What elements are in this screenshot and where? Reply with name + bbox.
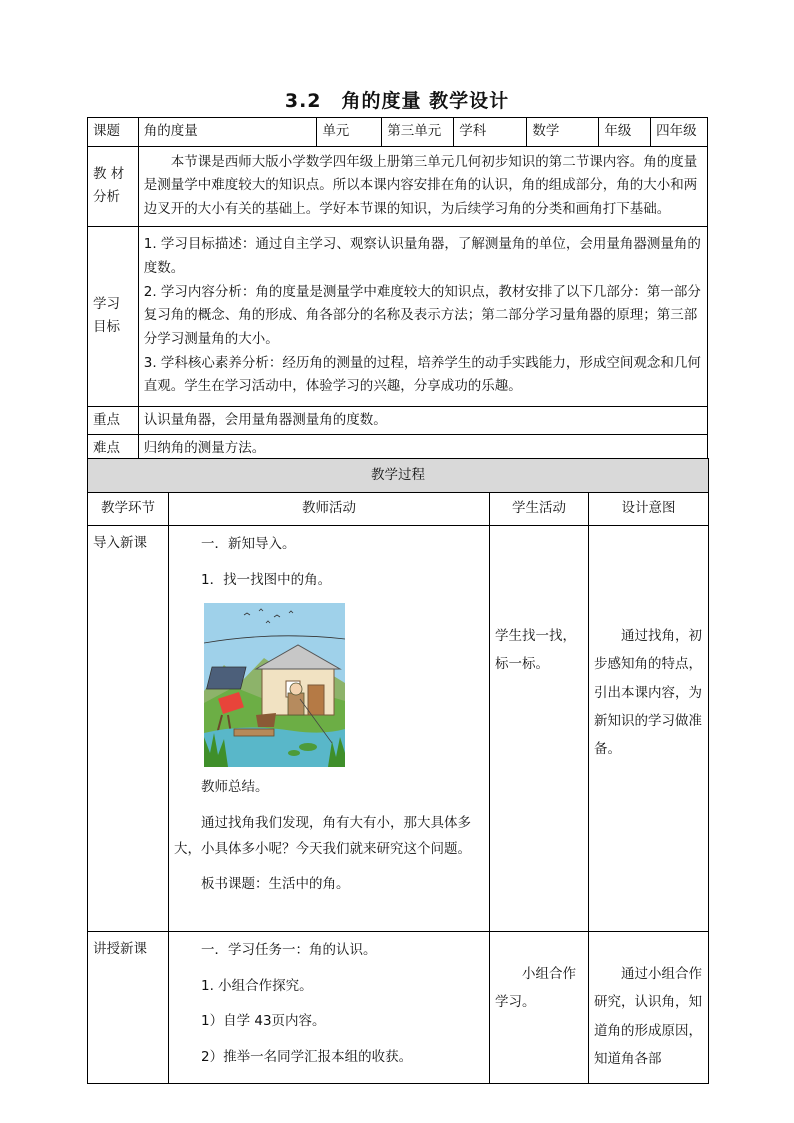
- student-activity-new: 小组合作学习。: [490, 932, 589, 1084]
- stage-new-lesson: 讲授新课: [88, 932, 169, 1084]
- col-stage: 教学环节: [88, 493, 169, 526]
- info-table: [87, 117, 708, 464]
- subject-value: 数学: [527, 118, 599, 147]
- objective-3: 3. 学科核心素养分析：经历角的测量的过程，培养学生的动手实践能力，形成空间观念和几何直观。学生在学习活动中，体验学习的兴趣，分享成功的乐趣。: [143, 354, 701, 395]
- document-title: 3.2 角的度量 教学设计: [284, 90, 510, 112]
- teacher-activity-new: 一．学习任务一：角的认识。 1. 小组合作探究。 1）自学 43页内容。 2）推举一名同学汇报本组的收获。: [169, 932, 490, 1084]
- objectives-label: 学习 目标: [88, 226, 139, 406]
- col-teacher: 教师活动: [169, 493, 490, 526]
- objective-1: 1. 学习目标描述：通过自主学习、观察认识量角器，了解测量角的单位，会用量角器测量角的度数。: [143, 236, 701, 277]
- design-intent-new: 通过小组合作研究，认识角，知道角的形成原因，知道角各部: [589, 932, 709, 1084]
- analysis-label: 教 材 分析: [88, 146, 139, 226]
- difficulty-text: 归纳角的测量方法。: [138, 435, 707, 464]
- objective-2: 2. 学习内容分析：角的度量是测量学中难度较大的知识点，教材安排了以下几部分：第一部分复习角的概念、角的形成、角各部分的名称及表示方法；第二部分学习量角器的原理；第三部分学习测量角的大小。: [143, 283, 701, 347]
- process-title: 教学过程: [88, 459, 709, 493]
- col-intent: 设计意图: [589, 493, 709, 526]
- topic-value: 角的度量: [138, 118, 317, 147]
- process-table: [87, 458, 709, 1084]
- analysis-text: 本节课是西师大版小学数学四年级上册第三单元几何初步知识的第二节课内容。角的度量是测量学中难度较大的知识点。所以本课内容安排在角的认识，角的组成部分，角的大小和两边叉开的大小有关的基础上。学好本节课的知识，为后续学习角的分类和画角打下基础。: [138, 146, 707, 226]
- grade-label: 年级: [599, 118, 651, 147]
- unit-label: 单元: [317, 118, 382, 147]
- key-point-text: 认识量角器，会用量角器测量角的度数。: [138, 406, 707, 435]
- scene-illustration: [204, 603, 345, 767]
- col-student: 学生活动: [490, 493, 589, 526]
- subject-label: 学科: [454, 118, 527, 147]
- stage-intro: 导入新课: [88, 526, 169, 932]
- difficulty-label: 难点: [88, 435, 139, 464]
- unit-value: 第三单元: [382, 118, 454, 147]
- objectives-text: [138, 226, 707, 406]
- student-activity-intro: 学生找一找，标一标。: [490, 526, 589, 932]
- grade-value: 四年级: [651, 118, 708, 147]
- teacher-activity-intro: 一．新知导入。 1．找一找图中的角。 教师总结。 通过找角我们发现，角有大有小，那大具体多大，小具体多小呢？今天我们就来研究这个问题。 板书课题：生活中的角。: [169, 526, 490, 932]
- topic-label: 课题: [88, 118, 139, 147]
- design-intent-intro: 通过找角，初步感知角的特点，引出本课内容，为新知识的学习做准备。: [589, 526, 709, 932]
- key-point-label: 重点: [88, 406, 139, 435]
